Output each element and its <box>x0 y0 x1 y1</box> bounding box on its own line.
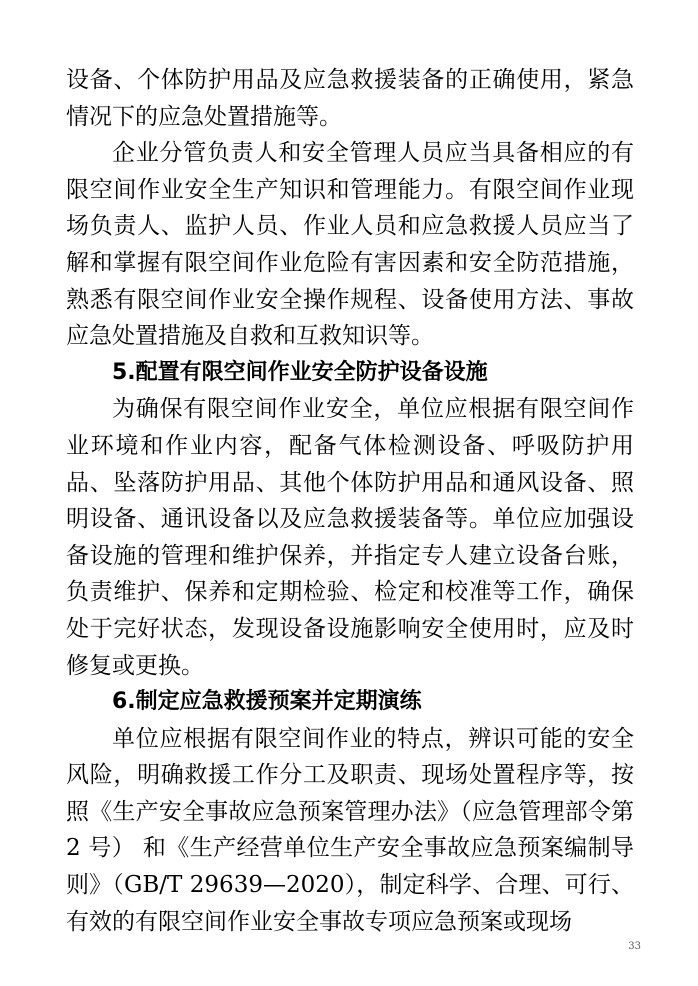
paragraph-emergency-plan: 单位应根据有限空间作业的特点，辨识可能的安全风险，明确救援工作分工及职责、现场处置程序等，按照《生产安全事故应急预案管理办法》（应急管理部令第 2 号） 和《生产经营单位生产安全事故应急预案编制导则》（GB/T 29639—2020），制定科学、合理、可行、有效的有限空间作业安全事故专项应急预案或现场 <box>66 725 634 935</box>
page-number: 33 <box>628 941 641 952</box>
document-body <box>66 62 634 940</box>
section-heading-6: 6.制定应急救援预案并定期演练 <box>112 689 422 715</box>
paragraph-protective-equipment: 为确保有限空间作业安全，单位应根据有限空间作业环境和作业内容，配备气体检测设备、呼吸防护用品、坠落防护用品、其他个体防护用品和通风设备、照明设备、通讯设备以及应急救援装备等。单位应加强设备设施的管理和维护保养，并指定专人建立设备台账，负责维护、保养和定期检验、检定和校准等工作，确保处于完好状态，发现设备设施影响安全使用时，应及时修复或更换。 <box>66 396 634 679</box>
section-heading-5: 5.配置有限空间作业安全防护设备设施 <box>112 359 488 385</box>
paragraph-management-capability: 企业分管负责人和安全管理人员应当具备相应的有限空间作业安全生产知识和管理能力。有限空间作业现场负责人、监护人员、作业人员和应急救援人员应当了解和掌握有限空间作业危险有害因素和安全防范措施，熟悉有限空间作业安全操作规程、设备使用方法、事故应急处置措施及自救和互救知识等。 <box>66 140 634 350</box>
paragraph-continued: 设备、个体防护用品及应急救援装备的正确使用，紧急情况下的应急处置措施等。 <box>66 67 634 130</box>
